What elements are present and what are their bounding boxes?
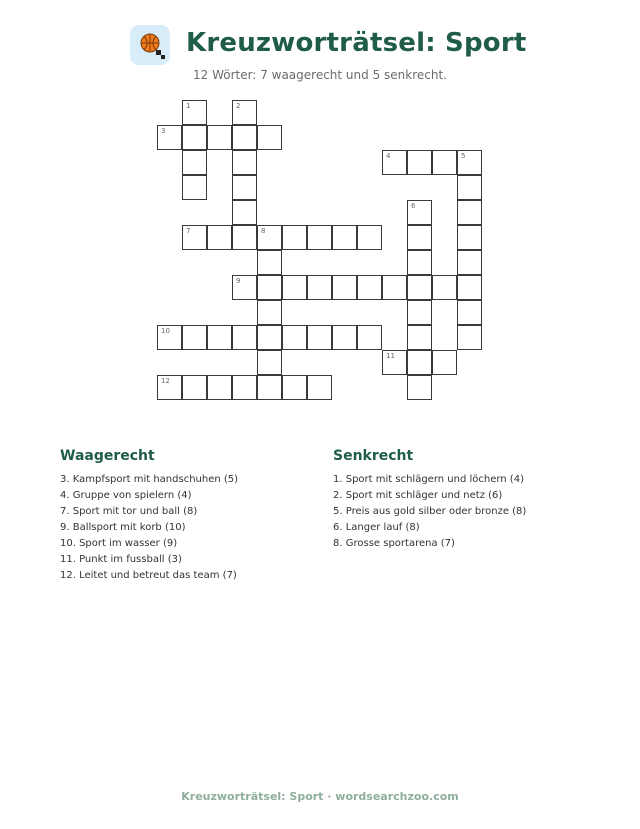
grid-cell[interactable]: [257, 225, 282, 250]
grid-cell[interactable]: [407, 225, 432, 250]
grid-cell[interactable]: [457, 175, 482, 200]
grid-cell[interactable]: [207, 225, 232, 250]
clue-number: 7: [186, 227, 191, 235]
grid-cell[interactable]: [257, 125, 282, 150]
grid-cell[interactable]: [257, 275, 282, 300]
clue-item: 3. Kampfsport mit handschuhen (5): [60, 474, 239, 485]
grid-cell[interactable]: [332, 225, 357, 250]
grid-cell[interactable]: [232, 150, 257, 175]
grid-cell[interactable]: [182, 325, 207, 350]
down-clues: [333, 448, 593, 552]
grid-cell[interactable]: [182, 100, 207, 125]
grid-cell[interactable]: [257, 250, 282, 275]
grid-cell[interactable]: [207, 325, 232, 350]
clue-item: 7. Sport mit tor und ball (8): [60, 506, 198, 517]
grid-cell[interactable]: [382, 350, 407, 375]
grid-cell[interactable]: [307, 275, 332, 300]
clue-number: 12: [161, 377, 170, 385]
grid-cell[interactable]: [332, 325, 357, 350]
grid-cell[interactable]: [257, 325, 282, 350]
down-heading: Senkrecht: [333, 448, 414, 464]
clue-number: 1: [186, 102, 191, 110]
grid-cell[interactable]: [257, 350, 282, 375]
grid-cell[interactable]: [232, 175, 257, 200]
grid-cell[interactable]: [182, 125, 207, 150]
grid-cell[interactable]: [457, 325, 482, 350]
grid-cell[interactable]: [457, 225, 482, 250]
grid-cell[interactable]: [432, 350, 457, 375]
grid-cell[interactable]: [407, 275, 432, 300]
clue-number: 6: [411, 202, 416, 210]
grid-cell[interactable]: [382, 275, 407, 300]
grid-cell[interactable]: [407, 150, 432, 175]
grid-cell[interactable]: [232, 125, 257, 150]
grid-cell[interactable]: [407, 250, 432, 275]
page-title: Kreuzworträtsel: Sport: [186, 28, 527, 58]
grid-cell[interactable]: [257, 300, 282, 325]
grid-cell[interactable]: [407, 300, 432, 325]
grid-cell[interactable]: [157, 375, 182, 400]
clue-item: 10. Sport im wasser (9): [60, 538, 178, 549]
grid-cell[interactable]: [232, 375, 257, 400]
clue-item: 4. Gruppe von spielern (4): [60, 490, 192, 501]
clue-item: 9. Ballsport mit korb (10): [60, 522, 186, 533]
clue-item: 5. Preis aus gold silber oder bronze (8): [333, 506, 527, 517]
grid-cell[interactable]: [232, 225, 257, 250]
page-subtitle: 12 Wörter: 7 waagerecht und 5 senkrecht.: [193, 68, 447, 82]
grid-cell[interactable]: [182, 225, 207, 250]
clue-number: 11: [386, 352, 395, 360]
grid-cell[interactable]: [307, 225, 332, 250]
grid-cell[interactable]: [332, 275, 357, 300]
grid-cell[interactable]: [182, 175, 207, 200]
grid-cell[interactable]: [407, 325, 432, 350]
grid-cell[interactable]: [307, 375, 332, 400]
clue-number: 9: [236, 277, 241, 285]
clue-number: 3: [161, 127, 166, 135]
clue-item: 11. Punkt im fussball (3): [60, 554, 182, 565]
clue-number: 5: [461, 152, 466, 160]
grid-cell[interactable]: [232, 100, 257, 125]
grid-cell[interactable]: [232, 200, 257, 225]
grid-cell[interactable]: [407, 350, 432, 375]
grid-cell[interactable]: [207, 375, 232, 400]
grid-cell[interactable]: [457, 150, 482, 175]
grid-cell[interactable]: [182, 375, 207, 400]
grid-cell[interactable]: [407, 200, 432, 225]
grid-cell[interactable]: [232, 275, 257, 300]
grid-cell[interactable]: [432, 150, 457, 175]
clue-item: 1. Sport mit schlägern und löchern (4): [333, 474, 524, 485]
grid-cell[interactable]: [457, 200, 482, 225]
grid-cell[interactable]: [457, 300, 482, 325]
clue-number: 10: [161, 327, 170, 335]
grid-cell[interactable]: [207, 125, 232, 150]
grid-cell[interactable]: [282, 225, 307, 250]
clue-number: 4: [386, 152, 391, 160]
clue-number: 8: [261, 227, 266, 235]
grid-cell[interactable]: [407, 375, 432, 400]
grid-cell[interactable]: [282, 325, 307, 350]
grid-cell[interactable]: [357, 325, 382, 350]
grid-cell[interactable]: [157, 325, 182, 350]
grid-cell[interactable]: [282, 275, 307, 300]
clue-item: 12. Leitet und betreut das team (7): [60, 570, 237, 581]
grid-cell[interactable]: [232, 325, 257, 350]
grid-cell[interactable]: [257, 375, 282, 400]
grid-cell[interactable]: [282, 375, 307, 400]
grid-cell[interactable]: [432, 275, 457, 300]
footer: Kreuzworträtsel: Sport · wordsearchzoo.com: [181, 790, 459, 803]
clue-item: 8. Grosse sportarena (7): [333, 538, 455, 549]
grid-cell[interactable]: [457, 250, 482, 275]
clue-number: 2: [236, 102, 241, 110]
grid-cell[interactable]: [457, 275, 482, 300]
across-heading: Waagerecht: [60, 448, 155, 464]
grid-cell[interactable]: [182, 150, 207, 175]
across-clues: [60, 448, 320, 584]
grid-cell[interactable]: [357, 225, 382, 250]
clue-item: 6. Langer lauf (8): [333, 522, 420, 533]
grid-cell[interactable]: [357, 275, 382, 300]
grid-cell[interactable]: [307, 325, 332, 350]
clue-item: 2. Sport mit schläger und netz (6): [333, 490, 503, 501]
grid-cell[interactable]: [157, 125, 182, 150]
grid-cell[interactable]: [382, 150, 407, 175]
